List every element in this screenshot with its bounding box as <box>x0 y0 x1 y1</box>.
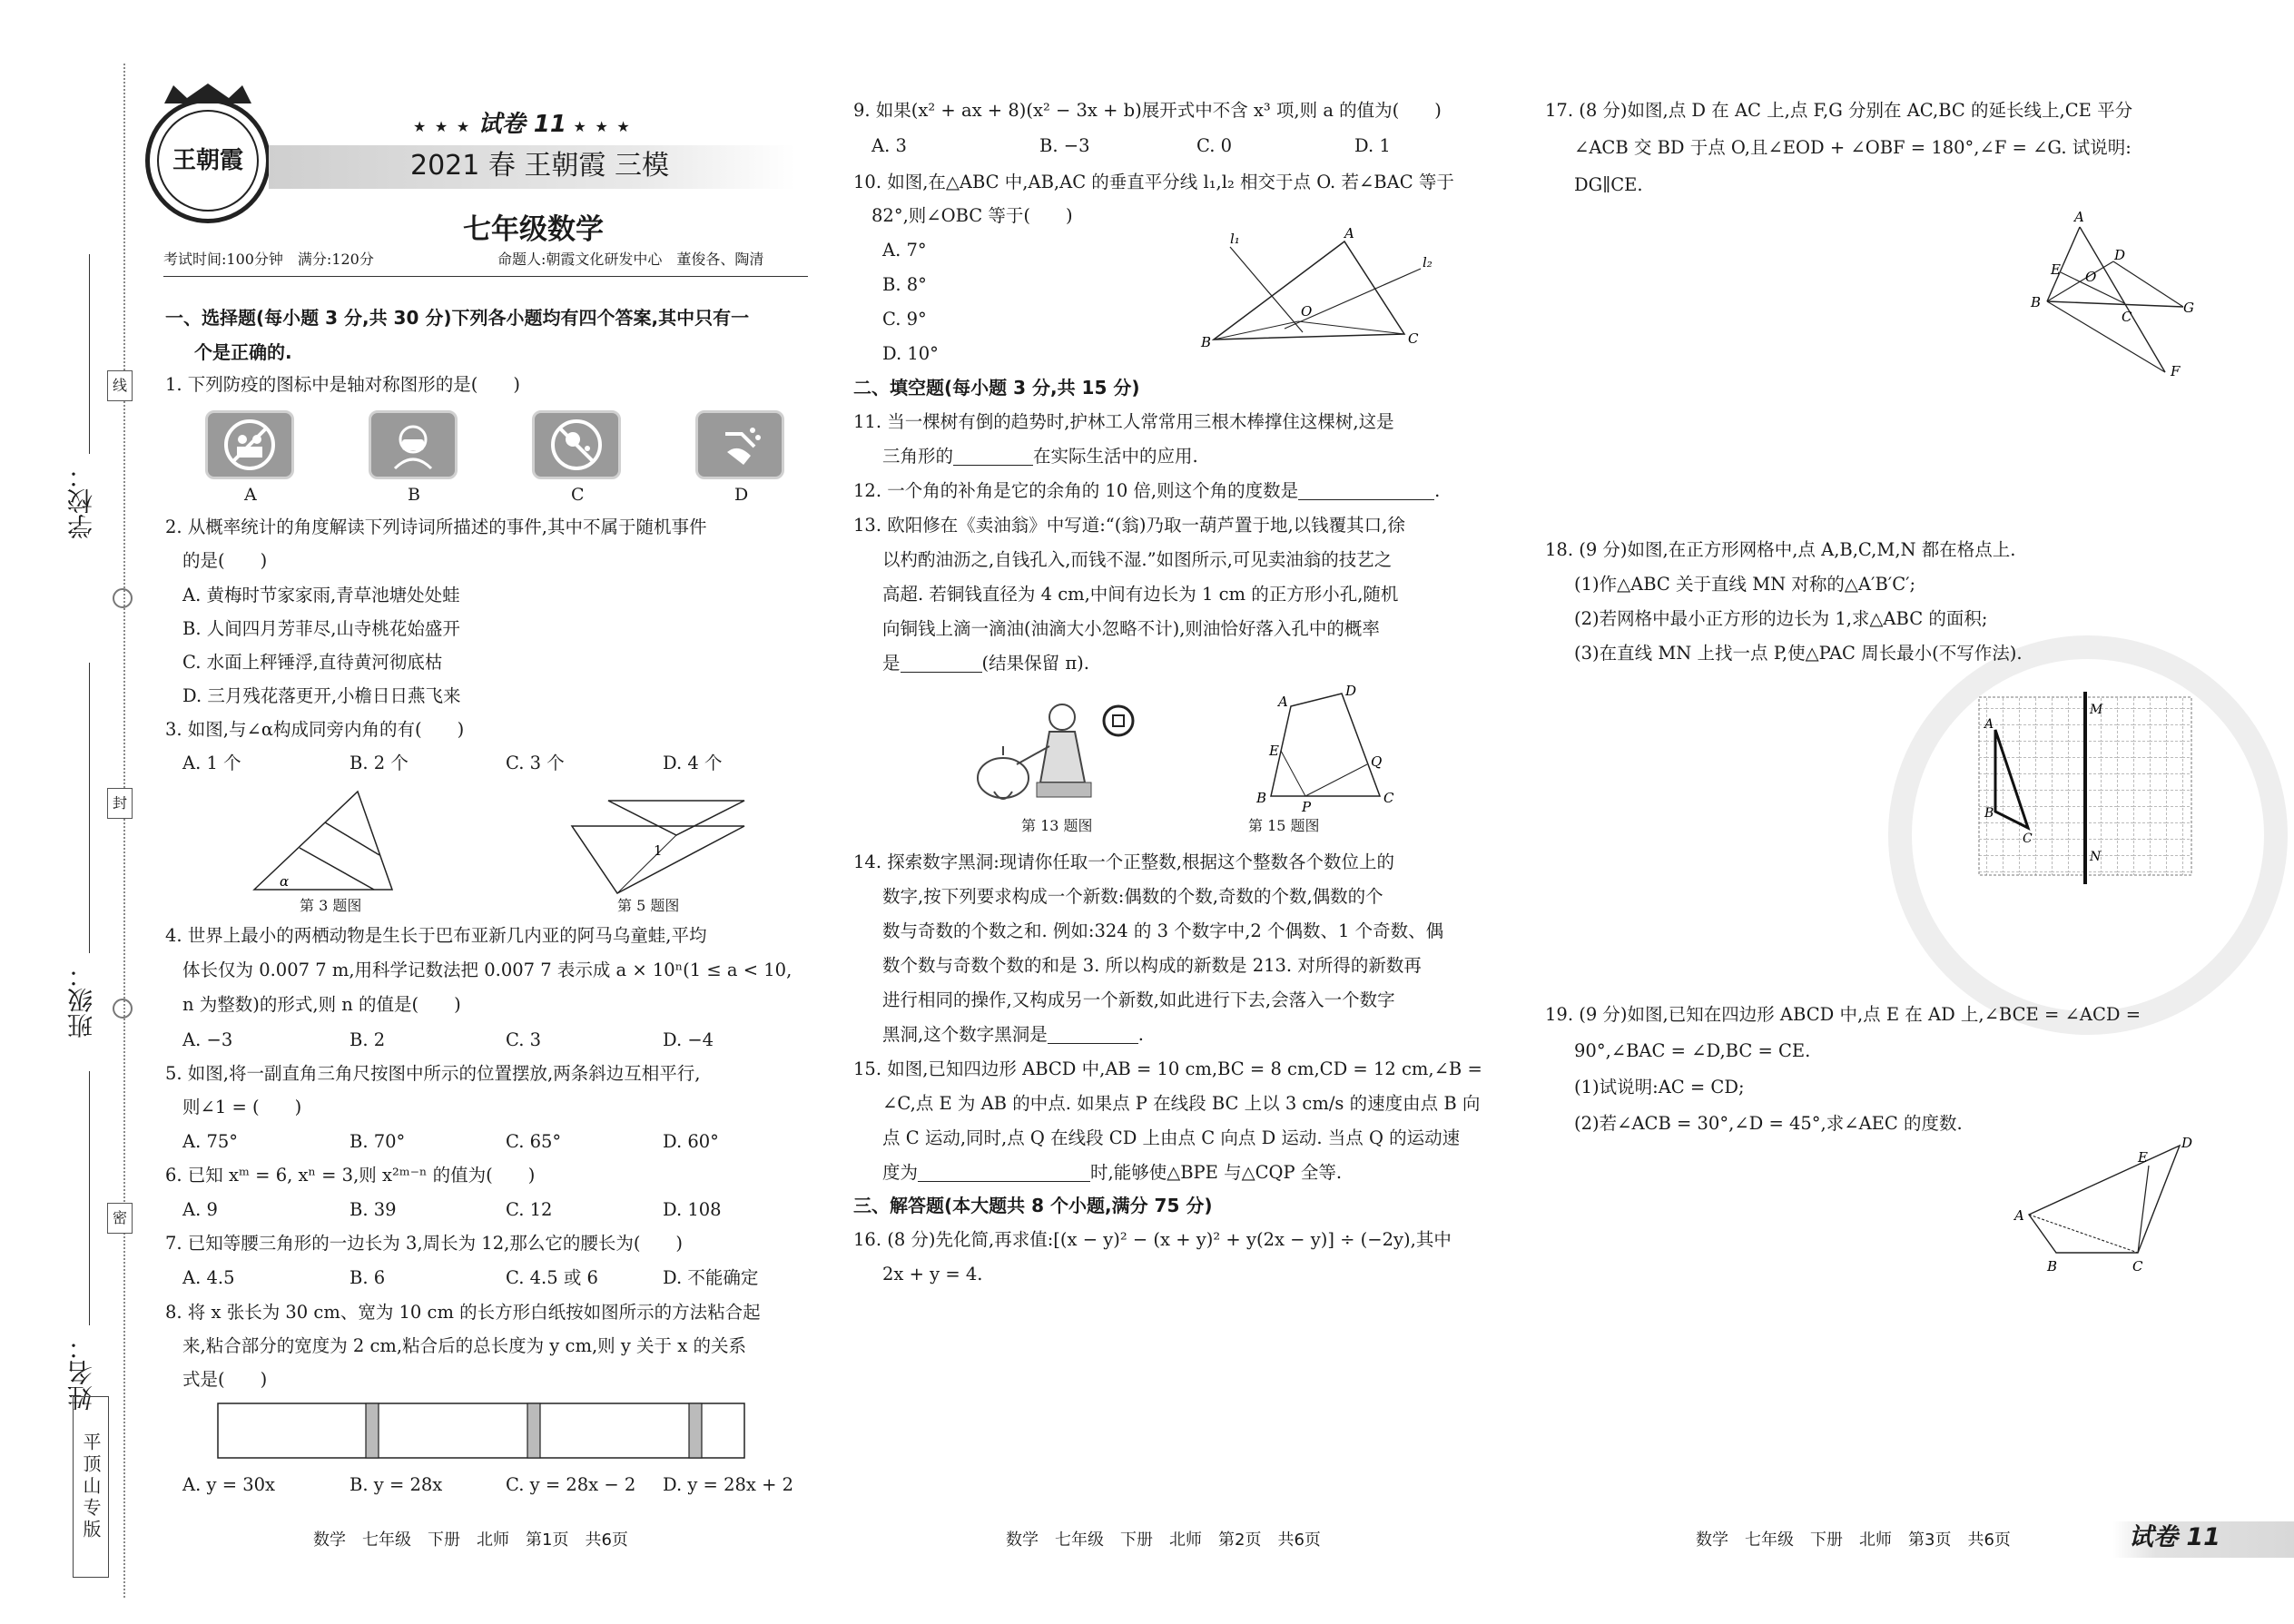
q14-stem-4: 数个数与奇数个数的和是 3. 所以构成的新数是 213. 对所得的新数再 <box>882 955 1422 976</box>
q12-answer-blank[interactable] <box>1298 499 1434 500</box>
q6-option-d[interactable]: D. 108 <box>663 1199 722 1220</box>
q9-option-b[interactable]: B. −3 <box>1039 135 1090 156</box>
q10-option-a[interactable]: A. 7° <box>882 240 927 261</box>
punch-hole <box>113 588 133 608</box>
footer-page-1: 数学 七年级 下册 北师 第1页 共6页 <box>313 1530 628 1550</box>
q1-label-c: C <box>571 485 585 505</box>
q10-option-c[interactable]: C. 9° <box>882 309 927 330</box>
q3-caption: 第 3 题图 <box>300 897 362 914</box>
q2-option-d[interactable]: D. 三月残花落更开,小檐日日燕飞来 <box>182 685 461 706</box>
q13-caption: 第 13 题图 <box>1021 817 1093 834</box>
section-1-heading: 一、选择题(每小题 3 分,共 30 分)下列各小题均有四个答案,其中只有一 <box>165 307 750 329</box>
paper-badge: 试卷 11 <box>2129 1523 2220 1551</box>
q13-stem-2: 以杓酌油沥之,自钱孔入,而钱不湿.”如图所示,可见卖油翁的技艺之 <box>882 549 1393 570</box>
q3-figure <box>245 782 409 901</box>
q2-stem-cont: 的是( ) <box>182 550 268 571</box>
q7-option-b[interactable]: B. 6 <box>350 1267 386 1288</box>
handwash-icon <box>695 410 784 479</box>
q17-stem-3: DG∥CE. <box>1574 174 1643 195</box>
q15-answer-blank[interactable] <box>918 1181 1090 1182</box>
q4-stem: 4. 世界上最小的两栖动物是生长于巴布亚新几内亚的阿马乌童蛙,平均 <box>165 925 707 946</box>
q7-stem: 7. 已知等腰三角形的一边长为 3,周长为 12,那么它的腰长为( ) <box>165 1233 684 1254</box>
point-d-label: D <box>1345 683 1357 699</box>
q15-text-a: 度为 <box>882 1162 919 1183</box>
q11-stem-cont <box>882 448 1198 466</box>
point-c-label: C <box>1383 790 1394 806</box>
q2-stem: 2. 从概率统计的角度解读下列诗词所描述的事件,其中不属于随机事件 <box>165 517 707 537</box>
mask-icon <box>369 410 458 479</box>
point-e-label: E <box>2051 261 2061 278</box>
q18-part-1: (1)作△ABC 关于直线 MN 对称的△A′B′C′; <box>1574 574 1916 595</box>
point-m-label: M <box>2090 703 2103 717</box>
q5-option-b[interactable]: B. 70° <box>350 1131 406 1152</box>
q19-stem: 19. (9 分)如图,已知在四边形 ABCD 中,点 E 在 AD 上,∠BCE = ∠ACD = <box>1545 1004 2141 1025</box>
authors: 命题人:朝霞文化研发中心 董俊各、陶清 <box>497 251 764 268</box>
q8-option-c[interactable]: C. y = 28x − 2 <box>506 1474 636 1495</box>
q9-stem: 9. 如果(x² + ax + 8)(x² − 3x + b)展开式中不含 x³ 项,则 a 的值为( ) <box>853 100 1442 121</box>
q3-option-a[interactable]: A. 1 个 <box>182 753 241 773</box>
q2-option-a[interactable]: A. 黄梅时节家家雨,青草池塘处处蛙 <box>182 585 460 605</box>
binding-margin <box>0 64 154 1598</box>
paper-number: ★ ★ ★ 试卷 11 ★ ★ ★ <box>413 111 632 138</box>
q5-caption: 第 5 题图 <box>617 897 680 914</box>
point-o-label: O <box>2085 269 2097 285</box>
q12-text: 12. 一个角的补角是它的余角的 10 倍,则这个角的度数是 <box>853 480 1299 501</box>
q3-option-c[interactable]: C. 3 个 <box>506 753 565 773</box>
q19-part-2: (2)若∠ACB = 30°,∠D = 45°,求∠AEC 的度数. <box>1574 1113 1963 1134</box>
q15-text-b: 时,能够使△BPE 与△CQP 全等. <box>1090 1162 1343 1183</box>
q10-stem: 10. 如图,在△ABC 中,AB,AC 的垂直平分线 l₁,l₂ 相交于点 O. 若∠BAC 等于 <box>853 172 1454 192</box>
point-b-label: B <box>2031 294 2042 310</box>
point-e-label: E <box>2138 1149 2148 1166</box>
q18-stem: 18. (9 分)如图,在正方形网格中,点 A,B,C,M,N 都在格点上. <box>1545 539 2016 560</box>
q18-part-3: (3)在直线 MN 上找一点 P,使△PAC 周长最小(不写作法). <box>1574 643 2023 664</box>
q2-option-b[interactable]: B. 人间四月芳菲尽,山寺桃花始盛开 <box>182 618 460 639</box>
q15-stem-3: 点 C 运动,同时,点 Q 在线段 CD 上由点 C 向点 D 运动. 当点 Q 的运动速 <box>882 1127 1461 1148</box>
no-spitting-icon <box>532 410 621 479</box>
point-o-label: O <box>1301 303 1313 320</box>
q2-option-c[interactable]: C. 水面上秤锤浮,直待黄河彻底枯 <box>182 652 443 673</box>
q1-stem: 1. 下列防疫的图标中是轴对称图形的是( ) <box>165 374 521 395</box>
q13-stem-3: 高超. 若铜钱直径为 4 cm,中间有边长为 1 cm 的正方形小孔,随机 <box>882 584 1399 605</box>
q14-stem-2: 数字,按下列要求构成一个新数:偶数的个数,奇数的个数,偶数的个 <box>882 886 1383 907</box>
q5-option-a[interactable]: A. 75° <box>182 1131 239 1152</box>
q13-stem: 13. 欧阳修在《卖油翁》中写道:“(翁)乃取一葫芦置于地,以钱覆其口,徐 <box>853 515 1405 536</box>
q5-option-c[interactable]: C. 65° <box>506 1131 562 1152</box>
oil-seller-illustration <box>962 692 1144 810</box>
angle-1-label: 1 <box>654 842 663 859</box>
q5-stem-cont: 则∠1 = ( ) <box>182 1097 302 1117</box>
q13-stem-4: 向铜钱上滴一滴油(油滴大小忽略不计),则油恰好落入孔中的概率 <box>882 618 1380 639</box>
header-rule <box>163 276 808 277</box>
point-c-label: C <box>2023 832 2033 846</box>
subject-title: 七年级数学 <box>463 213 604 246</box>
q17-stem: 17. (8 分)如图,点 D 在 AC 上,点 F,G 分别在 AC,BC 的延长线上,CE 平分 <box>1545 100 2133 121</box>
q3-stem: 3. 如图,与∠α构成同旁内角的有( ) <box>165 719 465 740</box>
q12-stem <box>853 482 1440 500</box>
q4-option-a[interactable]: A. −3 <box>182 1029 233 1050</box>
q16-stem: 16. (8 分)先化简,再求值:[(x − y)² − (x + y)² + y(2x − y)] ÷ (−2y),其中 <box>853 1229 1452 1250</box>
q15-caption: 第 15 题图 <box>1248 817 1320 834</box>
point-d-label: D <box>2114 247 2126 263</box>
point-b-label: B <box>1984 806 1994 821</box>
q13-answer-blank[interactable] <box>901 672 982 673</box>
crown-icon <box>160 82 256 105</box>
point-a-label: A <box>2014 1207 2024 1224</box>
logo-text: 王朝霞 <box>157 110 259 212</box>
q8-option-d[interactable]: D. y = 28x + 2 <box>663 1474 794 1495</box>
q7-option-c[interactable]: C. 4.5 或 6 <box>506 1267 598 1288</box>
q16-stem-cont: 2x + y = 4. <box>882 1264 983 1284</box>
q11-text-a: 三角形的 <box>882 446 954 467</box>
q6-option-b[interactable]: B. 39 <box>350 1199 397 1220</box>
q14-stem-3: 数与奇数的个数之和. 例如:324 的 3 个数字中,2 个偶数、1 个奇数、偶 <box>882 920 1444 941</box>
point-a-label: A <box>2074 209 2084 225</box>
q19-part-1: (1)试说明:AC = CD; <box>1574 1077 1745 1097</box>
q14-text-a: 黑洞,这个数字黑洞是 <box>882 1024 1048 1045</box>
q8-paper-strips <box>216 1402 761 1462</box>
point-c-label: C <box>2132 1258 2143 1275</box>
point-d-label: D <box>2181 1135 2193 1151</box>
cut-line <box>123 64 125 1598</box>
name-label: 姓名： <box>66 1334 96 1411</box>
q9-option-c[interactable]: C. 0 <box>1196 135 1233 156</box>
q13-stem-5 <box>882 655 1089 673</box>
q14-stem-5: 进行相同的操作,又构成另一个新数,如此进行下去,会落入一个数字 <box>882 989 1395 1010</box>
point-b-label: B <box>2047 1258 2058 1275</box>
class-field[interactable] <box>89 663 90 953</box>
q7-option-a[interactable]: A. 4.5 <box>182 1267 235 1288</box>
q5-option-d[interactable]: D. 60° <box>663 1131 719 1152</box>
q5-figure <box>563 792 763 901</box>
q8-stem: 8. 将 x 张长为 30 cm、宽为 10 cm 的长方形白纸按如图所示的方法粘合起 <box>165 1302 761 1323</box>
l2-label: l₂ <box>1423 254 1433 271</box>
q6-option-c[interactable]: C. 12 <box>506 1199 553 1220</box>
q4-option-c[interactable]: C. 3 <box>506 1029 542 1050</box>
q14-stem-6 <box>882 1026 1144 1044</box>
point-a-label: A <box>1984 717 1994 732</box>
section-3-heading: 三、解答题(本大题共 8 个小题,满分 75 分) <box>853 1195 1213 1216</box>
q19-figure <box>2011 1135 2210 1280</box>
q18-grid-figure <box>1970 692 2206 884</box>
alpha-label: α <box>280 873 290 890</box>
school-field[interactable] <box>89 254 90 454</box>
q4-stem-cont2: n 为整数)的形式,则 n 的值是( ) <box>182 994 461 1015</box>
exam-title: 2021 春 王朝霞 三模 <box>410 150 669 182</box>
q14-period: . <box>1137 1024 1144 1045</box>
q4-option-d[interactable]: D. −4 <box>663 1029 714 1050</box>
point-b-label: B <box>1201 334 1212 350</box>
q8-stem-cont2: 式是( ) <box>182 1369 268 1390</box>
point-b-label: B <box>1256 790 1267 806</box>
q10-stem-cont: 82°,则∠OBC 等于( ) <box>871 205 1073 226</box>
q17-stem-2: ∠ACB 交 BD 于点 O,且∠EOD + ∠OBF = 180°,∠F = ∠G. 试说明: <box>1574 137 2132 158</box>
q1-label-d: D <box>734 485 749 505</box>
q10-figure <box>1194 223 1448 350</box>
edition-box: 平顶山专版 <box>73 1396 109 1578</box>
q6-stem: 6. 已知 xᵐ = 6, xⁿ = 3,则 x²ᵐ⁻ⁿ 的值为( ) <box>165 1165 536 1186</box>
point-a-label: A <box>1278 694 1288 710</box>
no-gathering-icon <box>205 410 294 479</box>
q9-option-a[interactable]: A. 3 <box>871 135 907 156</box>
q8-stem-cont1: 来,粘合部分的宽度为 2 cm,粘合后的总长度为 y cm,则 y 关于 x 的关系 <box>182 1335 746 1356</box>
point-a-label: A <box>1344 225 1354 241</box>
q10-option-b[interactable]: B. 8° <box>882 274 927 295</box>
seal-mi: 密 <box>107 1203 133 1234</box>
exam-info: 考试时间:100分钟 满分:120分 <box>163 251 374 268</box>
q18-part-2: (2)若网格中最小正方形的边长为 1,求△ABC 的面积; <box>1574 608 1988 629</box>
footer-page-2: 数学 七年级 下册 北师 第2页 共6页 <box>1006 1530 1321 1550</box>
seal-feng: 封 <box>107 788 133 819</box>
q14-answer-blank[interactable] <box>1048 1043 1138 1044</box>
q1-label-a: A <box>244 485 257 505</box>
q5-stem: 5. 如图,将一副直角三角尺按图中所示的位置摆放,两条斜边互相平行, <box>165 1063 701 1084</box>
q15-stem-2: ∠C,点 E 为 AB 的中点. 如果点 P 在线段 BC 上以 3 cm/s 的速度由点 B 向 <box>882 1093 1481 1114</box>
q3-option-d[interactable]: D. 4 个 <box>663 753 723 773</box>
q6-option-a[interactable]: A. 9 <box>182 1199 218 1220</box>
q13-text-a: 是 <box>882 653 901 674</box>
l1-label: l₁ <box>1230 231 1240 247</box>
q7-option-d[interactable]: D. 不能确定 <box>663 1267 759 1288</box>
section-1-heading-cont: 个是正确的. <box>194 341 292 363</box>
q11-answer-blank[interactable] <box>953 465 1033 466</box>
q15-stem: 15. 如图,已知四边形 ABCD 中,AB = 10 cm,BC = 8 cm,CD = 12 cm,∠B = <box>853 1058 1482 1079</box>
q8-option-b[interactable]: B. y = 28x <box>350 1474 443 1495</box>
q11-text-b: 在实际生活中的应用. <box>1033 446 1198 467</box>
q1-label-b: B <box>408 485 420 505</box>
point-c-label: C <box>2122 309 2132 325</box>
q11-stem: 11. 当一棵树有倒的趋势时,护林工人常常用三根木棒撑住这棵树,这是 <box>853 411 1394 432</box>
q15-figure <box>1244 683 1407 814</box>
class-label: 班级： <box>66 962 96 1038</box>
brand-logo <box>145 98 271 223</box>
q4-stem-cont1: 体长仅为 0.007 7 m,用科学记数法把 0.007 7 表示成 a × 10ⁿ(1 ≤ a < 10, <box>182 960 793 980</box>
paper-number-text: 试卷 11 <box>478 111 566 138</box>
q8-option-a[interactable]: A. y = 30x <box>182 1474 276 1495</box>
seal-xian: 线 <box>107 370 133 401</box>
footer-page-3: 数学 七年级 下册 北师 第3页 共6页 <box>1696 1530 2011 1550</box>
name-field[interactable] <box>89 1071 90 1325</box>
q17-figure <box>2020 209 2201 381</box>
q13-text-b: (结果保留 π). <box>981 653 1089 674</box>
q19-stem-2: 90°,∠BAC = ∠D,BC = CE. <box>1574 1040 1811 1061</box>
point-f-label: F <box>2171 363 2181 379</box>
q3-option-b[interactable]: B. 2 个 <box>350 753 409 773</box>
q4-option-b[interactable]: B. 2 <box>350 1029 386 1050</box>
point-e-label: E <box>1269 743 1279 759</box>
punch-hole <box>113 999 133 1019</box>
point-n-label: N <box>2090 850 2102 864</box>
point-g-label: G <box>2183 300 2194 316</box>
q14-stem: 14. 探索数字黑洞:现请你任取一个正整数,根据这个整数各个数位上的 <box>853 851 1394 872</box>
point-p-label: P <box>1302 799 1312 814</box>
q12-period: . <box>1434 480 1441 501</box>
q9-option-d[interactable]: D. 1 <box>1354 135 1391 156</box>
q10-option-d[interactable]: D. 10° <box>882 343 939 364</box>
school-label: 学校： <box>66 463 96 539</box>
q15-stem-4 <box>882 1164 1342 1182</box>
point-q-label: Q <box>1371 753 1383 770</box>
point-c-label: C <box>1408 330 1419 347</box>
section-2-heading: 二、填空题(每小题 3 分,共 15 分) <box>853 377 1140 399</box>
